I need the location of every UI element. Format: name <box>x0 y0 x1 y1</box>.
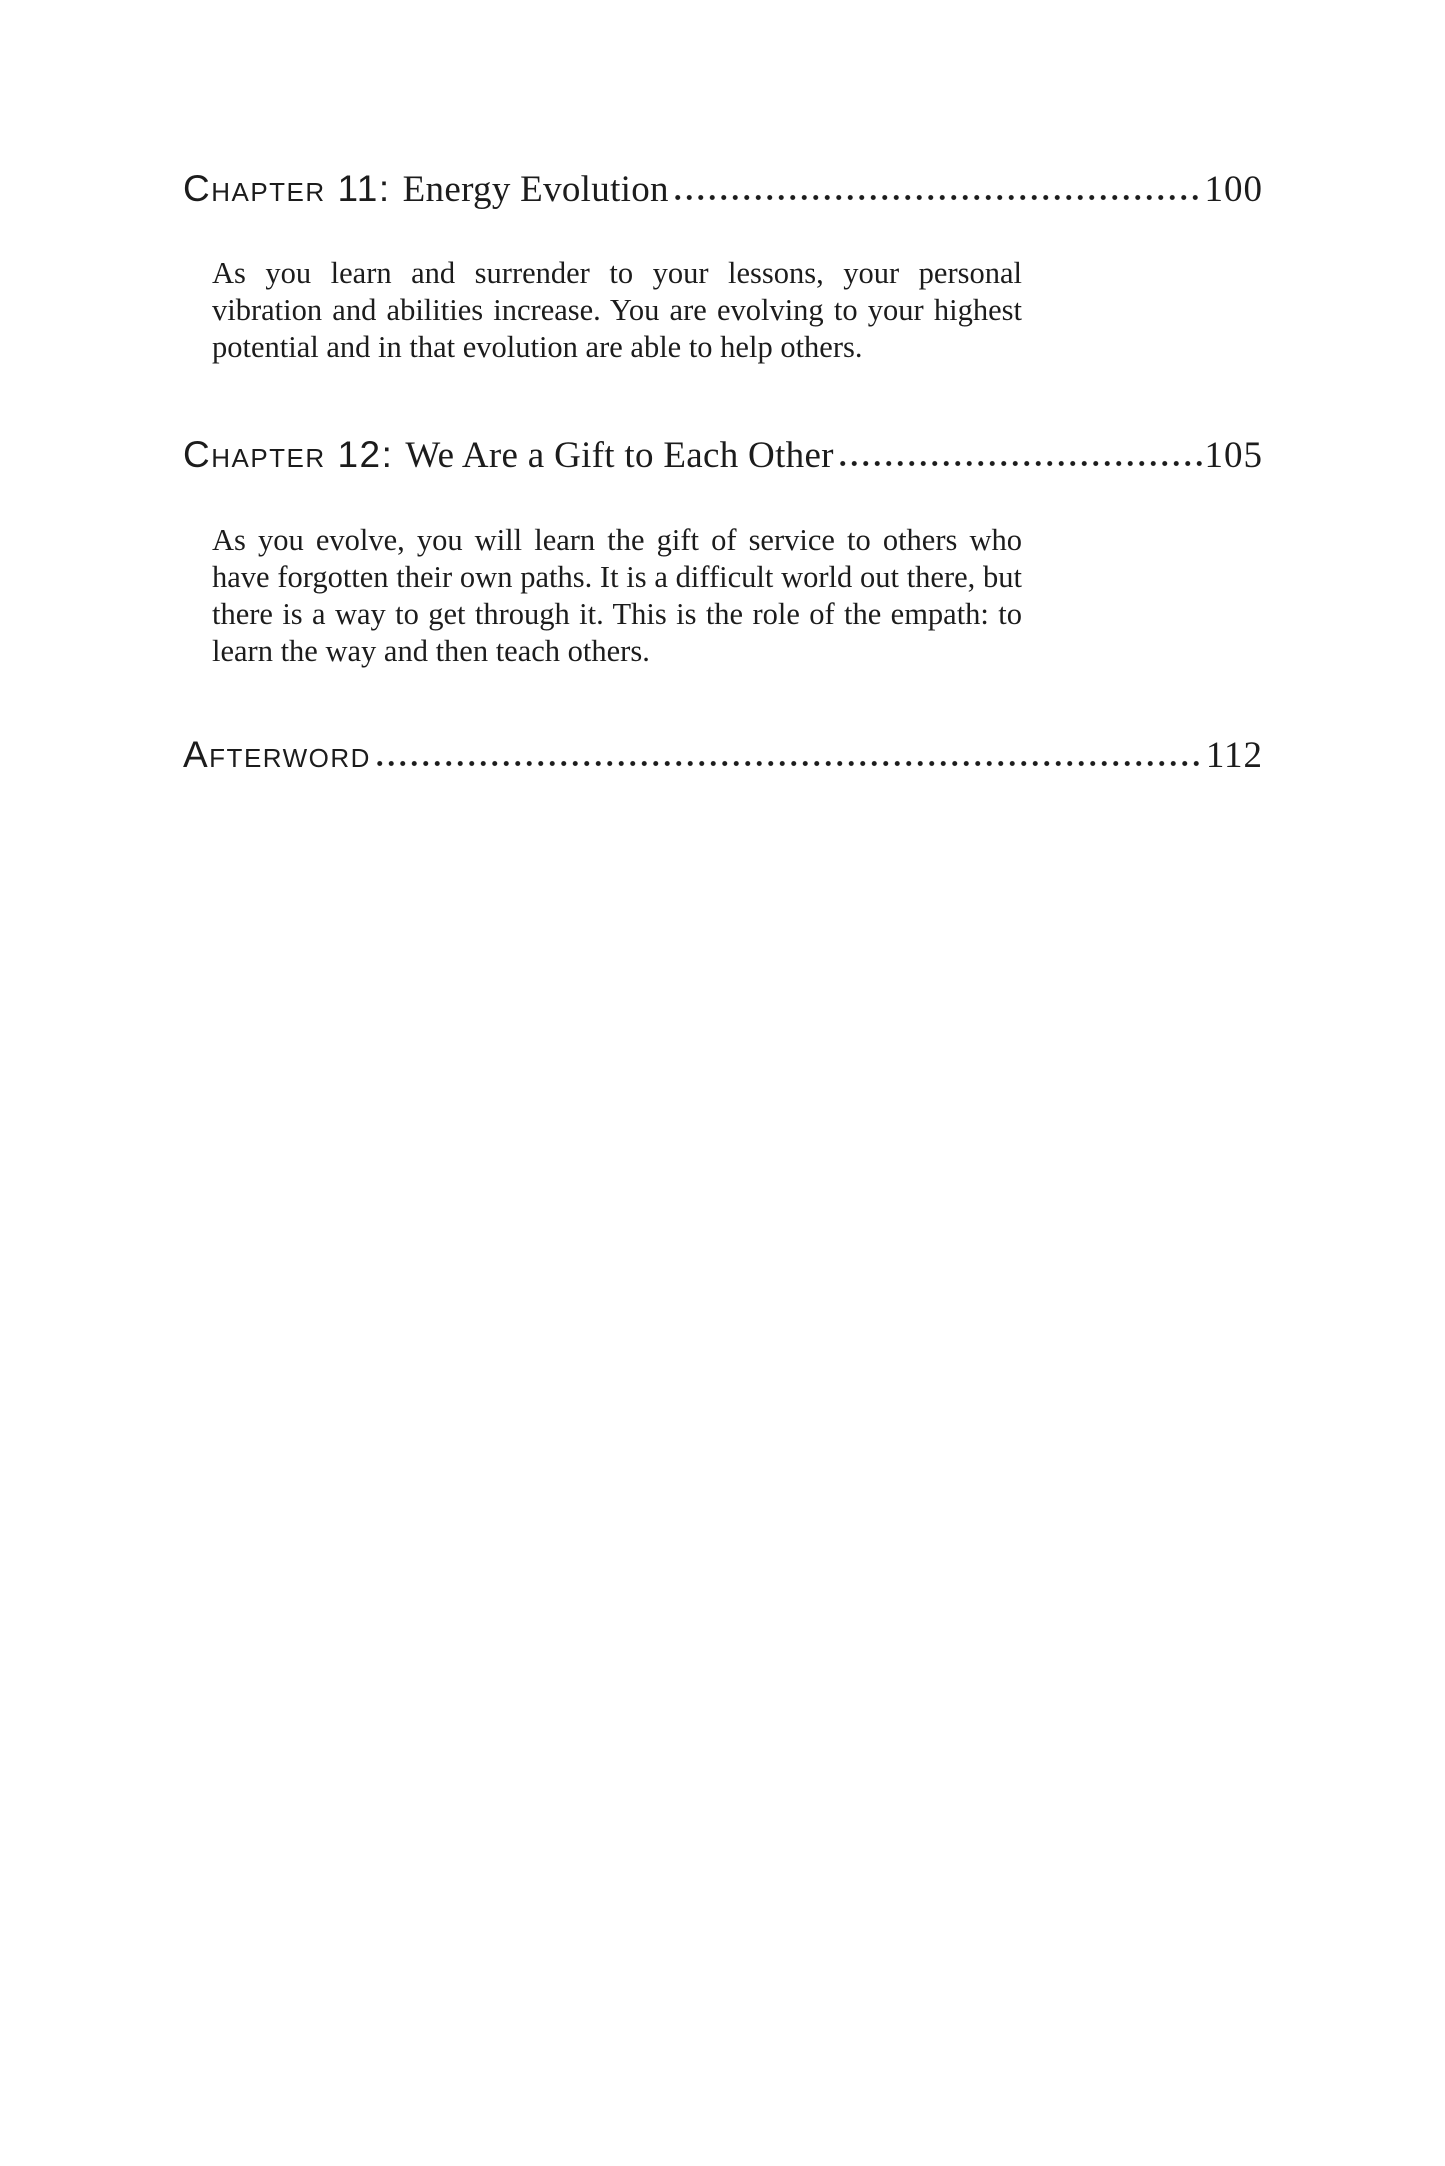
chapter-summary: As you learn and surrender to your lessons, your personal vibration and abilities increase. You are evolving to your highest potential and in that evolution are able to help others. <box>212 256 1022 365</box>
afterword-label: Afterword <box>183 733 371 775</box>
toc-entry-afterword <box>183 732 1263 779</box>
dot-leader <box>374 760 1205 767</box>
toc-line-chapter-12 <box>183 432 1263 479</box>
table-of-contents <box>0 0 1445 779</box>
toc-line-chapter-11 <box>183 166 1263 213</box>
chapter-label: Chapter 11: <box>183 168 391 209</box>
toc-entry-chapter-11 <box>183 166 1263 366</box>
chapter-label: Chapter 12: <box>183 434 394 476</box>
dot-leader <box>672 194 1204 201</box>
page-number: 112 <box>1205 734 1263 776</box>
toc-line-afterword <box>183 732 1263 779</box>
toc-entry-chapter-12 <box>183 432 1263 669</box>
chapter-summary: As you evolve, you will learn the gift of service to others who have forgotten their own paths. It is a difficult world out there, but there is a way to get through it. This is the role of the empath: to learn the way and then teach others. <box>212 522 1022 668</box>
page-number: 105 <box>1204 435 1263 477</box>
chapter-title: We Are a Gift to Each Other <box>405 435 834 477</box>
dot-leader <box>837 460 1204 467</box>
chapter-title: Energy Evolution <box>402 169 669 210</box>
page-number: 100 <box>1204 169 1263 210</box>
